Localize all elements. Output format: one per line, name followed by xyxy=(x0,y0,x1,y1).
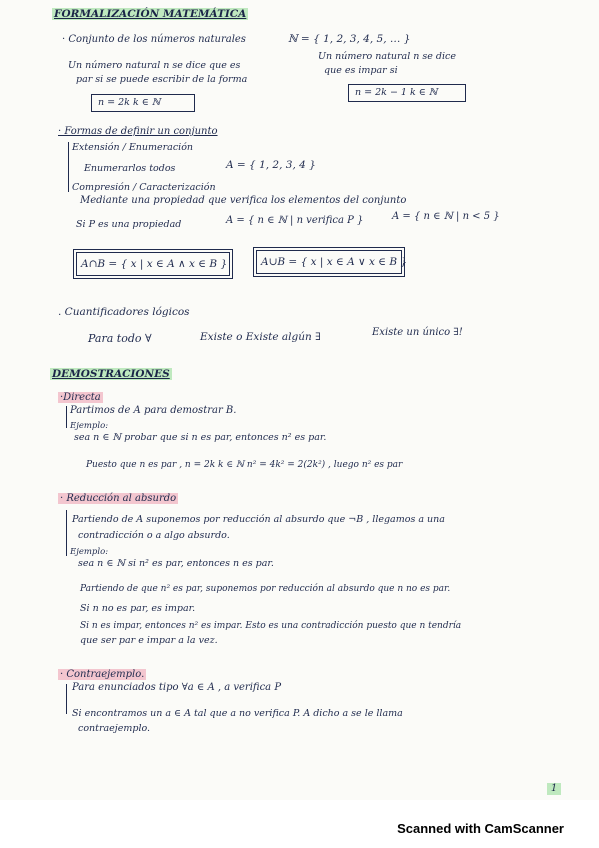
absurdo-line7: que ser par e impar a la vez. xyxy=(80,635,218,646)
formas-title: · Formas de definir un conjunto xyxy=(58,126,218,137)
existe: Existe o Existe algún ∃ xyxy=(200,331,321,343)
directa-ejemplo: Ejemplo: xyxy=(70,421,109,431)
section-title-demostraciones xyxy=(50,368,172,380)
union-formula: A∪B = { x | x ∈ A ∨ x ∈ B } xyxy=(261,256,408,268)
page-number: 1 xyxy=(547,783,561,795)
even-definition-line1: Un número natural n se dice que es xyxy=(68,60,241,71)
even-formula-box xyxy=(91,94,195,112)
set-a-extension: A = { 1, 2, 3, 4 } xyxy=(226,159,316,171)
title-text: DEMOSTRACIONES xyxy=(52,368,170,380)
union-box xyxy=(256,250,408,274)
cuantificadores-title: . Cuantificadores lógicos xyxy=(58,306,190,318)
absurdo-line5: Si n no es par, es impar. xyxy=(80,603,196,614)
section-title-formalizacion xyxy=(52,8,248,20)
enumerar-text: Enumerarlos todos xyxy=(84,163,176,174)
set-def-comprension: A = { n ∈ ℕ | n verifica P } xyxy=(226,215,364,226)
mediante-text: Mediante una propiedad que verifica los elementos del conjunto xyxy=(80,195,407,206)
contraejemplo-title xyxy=(58,669,146,681)
absurdo-line4: Partiendo de que n² es par, suponemos por reducción al absurdo que n no es par. xyxy=(80,584,451,594)
absurdo-brace xyxy=(66,510,67,556)
comprension-label: Compresión / Caracterización xyxy=(72,182,216,193)
contraejemplo-brace xyxy=(66,684,67,714)
formas-brace xyxy=(68,142,69,192)
para-todo: Para todo ∀ xyxy=(88,332,152,345)
extension-label: Extensión / Enumeración xyxy=(72,142,194,153)
absurdo-line3: sea n ∈ ℕ si n² es par, entonces n es par. xyxy=(78,558,274,569)
absurdo-title xyxy=(58,493,178,505)
absurdo-line6: Si n es impar, entonces n² es impar. Esto es una contradicción puesto que n tendría xyxy=(80,621,462,631)
directa-title-text: ·Directa xyxy=(60,392,101,403)
odd-definition-line1: Un número natural n se dice xyxy=(318,51,456,62)
si-p-text: Si P es una propiedad xyxy=(76,219,182,230)
directa-line1: Partimos de A para demostrar B. xyxy=(70,405,237,416)
natural-set: ℕ = { 1, 2, 3, 4, 5, … } xyxy=(288,33,411,45)
even-formula: n = 2k k ∈ ℕ xyxy=(98,97,161,108)
odd-definition-line2: que es impar si xyxy=(324,65,398,76)
title-text: FORMALIZACIÓN MATEMÁTICA xyxy=(54,8,247,20)
existe-unico: Existe un único ∃! xyxy=(372,327,463,338)
contraejemplo-line2: Si encontramos un a ∈ A tal que a no verifica P. A dicho a se le llama xyxy=(72,708,403,719)
contraejemplo-line3: contraejemplo. xyxy=(78,723,151,734)
odd-formula-box xyxy=(348,84,466,102)
directa-brace xyxy=(66,406,67,428)
directa-line2: sea n ∈ ℕ probar que si n es par, entonces n² es par. xyxy=(74,432,327,443)
scanner-footer xyxy=(0,812,599,848)
contraejemplo-title-text: · Contraejemplo. xyxy=(60,669,145,680)
absurdo-title-text: · Reducción al absurdo xyxy=(60,493,177,504)
absurdo-ejemplo: Ejemplo: xyxy=(70,547,109,557)
set-example-comprension: A = { n ∈ ℕ | n < 5 } xyxy=(392,211,500,222)
contraejemplo-line1: Para enunciados tipo ∀a ∈ A , a verifica P xyxy=(72,682,282,693)
directa-line3: Puesto que n es par , n = 2k k ∈ ℕ n² = 4k² = 2(2k²) , luego n² es par xyxy=(86,460,403,470)
scanner-watermark-text: Scanned with CamScanner xyxy=(397,821,564,836)
even-definition-line2: par si se puede escribir de la forma xyxy=(76,74,248,85)
intersection-box xyxy=(76,252,230,276)
intersection-formula: A∩B = { x | x ∈ A ∧ x ∈ B } xyxy=(81,258,228,270)
directa-title xyxy=(58,392,103,404)
odd-formula: n = 2k − 1 k ∈ ℕ xyxy=(355,87,438,98)
natural-numbers-bullet: · Conjunto de los números naturales xyxy=(62,34,246,45)
absurdo-line1: Partiendo de A suponemos por reducción al absurdo que ¬B , llegamos a una xyxy=(72,514,445,525)
absurdo-line2: contradicción o a algo absurdo. xyxy=(78,530,230,541)
